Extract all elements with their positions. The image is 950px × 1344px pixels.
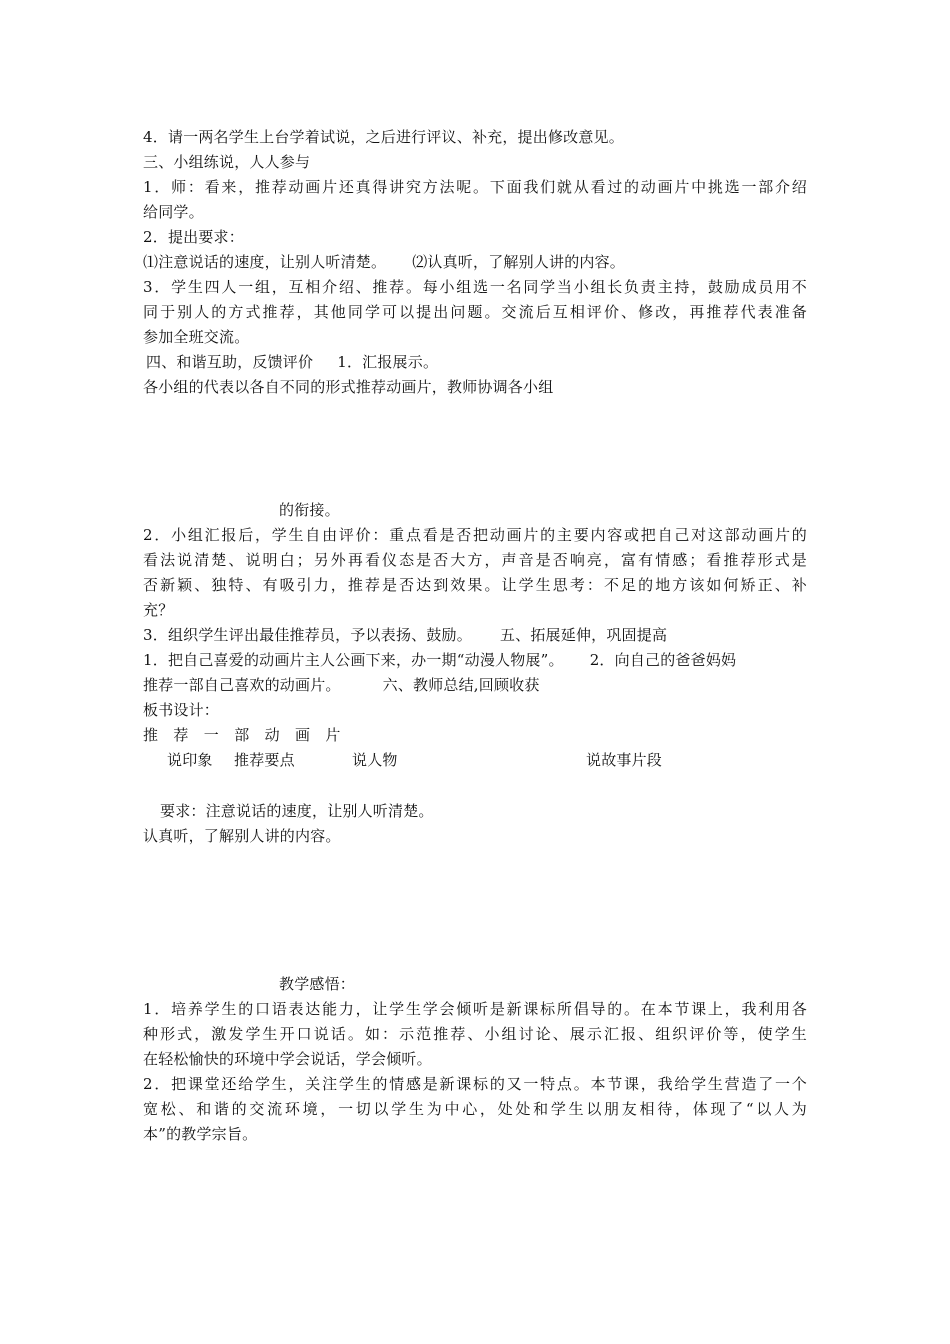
paragraph-line: 1．培养学生的口语表达能力，让学生学会倾听是新课标所倡导的。在本节课上，我利用各	[143, 1000, 807, 1018]
paragraph-line: 2．提出要求：	[143, 228, 244, 246]
paragraph-line: 同于别人的方式推荐，其他同学可以提出问题。交流后互相评价、修改，再推荐代表准备	[143, 303, 807, 321]
paragraph-line: 1．师：看来，推荐动画片还真得讲究方法呢。下面我们就从看过的动画片中挑选一部介绍	[143, 178, 807, 196]
board-title: 推 荐 一 部 动 画 片	[143, 726, 341, 744]
board-requirement-1: 要求：注意说话的速度，让别人听清楚。	[160, 802, 434, 820]
extension-2-cont: 推荐一部自己喜欢的动画片。	[143, 676, 341, 694]
step-4-line: 4．请一两名学生上台学着试说，之后进行评议、补充，提出修改意见。	[143, 128, 624, 146]
paragraph-line: 本”的教学宗旨。	[143, 1125, 258, 1143]
board-design-label: 板书设计：	[143, 701, 220, 719]
paragraph-line: 宽松、和谐的交流环境，一切以学生为中心，处处和学生以朋友相待，体现了“以人为	[143, 1100, 807, 1118]
paragraph-line: 2．把课堂还给学生，关注学生的情感是新课标的又一特点。本节课，我给学生营造了一个	[143, 1075, 807, 1093]
paragraph-line: 参加全班交流。	[143, 328, 250, 346]
paragraph-line: 种形式，激发学生开口说话。如：示范推荐、小组讨论、展示汇报、组织评价等，使学生	[143, 1025, 807, 1043]
paragraph-line	[143, 625, 667, 645]
requirement-2: ⑵认真听，了解别人讲的内容。	[412, 253, 626, 271]
board-item-characters: 说人物	[352, 751, 398, 769]
board-requirement-2: 认真听，了解别人讲的内容。	[143, 827, 341, 845]
paragraph-line: 否新颖、独特、有吸引力，推荐是否达到效果。让学生思考：不足的地方该如何矫正、补	[143, 576, 807, 594]
section-4-heading-line	[146, 352, 438, 372]
paragraph-line	[143, 650, 736, 670]
requirement-1: ⑴注意说话的速度，让别人听清楚。	[143, 253, 387, 271]
award-line: 3．组织学生评出最佳推荐员，予以表扬、鼓励。	[143, 626, 472, 644]
paragraph-line: 看法说清楚、说明白；另外再看仪态是否大方，声音是否响亮，富有情感；看推荐形式是	[143, 551, 807, 569]
paragraph-line: 各小组的代表以各自不同的形式推荐动画片，教师协调各小组	[143, 378, 554, 396]
paragraph-line: 充？	[143, 601, 174, 619]
extension-1: 1．把自己喜爱的动画片主人公画下来，办一期“动漫人物展”。	[143, 651, 564, 669]
paragraph-line	[143, 675, 540, 695]
section-6-heading: 六、教师总结,回顾收获	[382, 676, 540, 694]
paragraph-line: 2．小组汇报后，学生自由评价：重点看是否把动画片的主要内容或把自己对这部动画片的	[143, 526, 807, 544]
paragraph-line: 在轻松愉快的环境中学会说话，学会倾听。	[143, 1050, 432, 1068]
report-show: 1．汇报展示。	[337, 353, 439, 371]
reflection-heading: 教学感悟：	[279, 975, 356, 993]
board-item-story: 说故事片段	[586, 751, 663, 769]
section-5-heading: 五、拓展延伸，巩固提高	[499, 626, 668, 644]
board-item-impression: 说印象	[167, 751, 213, 769]
section-3-heading: 三、小组练说，人人参与	[143, 153, 311, 171]
paragraph-line: 的衔接。	[279, 501, 340, 519]
section-4-heading: 四、和谐互助，反馈评价	[146, 353, 314, 371]
extension-2: 2．向自己的爸爸妈妈	[589, 651, 737, 669]
paragraph-line: 3．学生四人一组，互相介绍、推荐。每小组选一名同学当小组长负责主持，鼓励成员用不	[143, 278, 807, 296]
board-item-key-points: 推荐要点	[234, 751, 295, 769]
paragraph-line: 给同学。	[143, 203, 204, 221]
requirements-line	[143, 252, 625, 272]
